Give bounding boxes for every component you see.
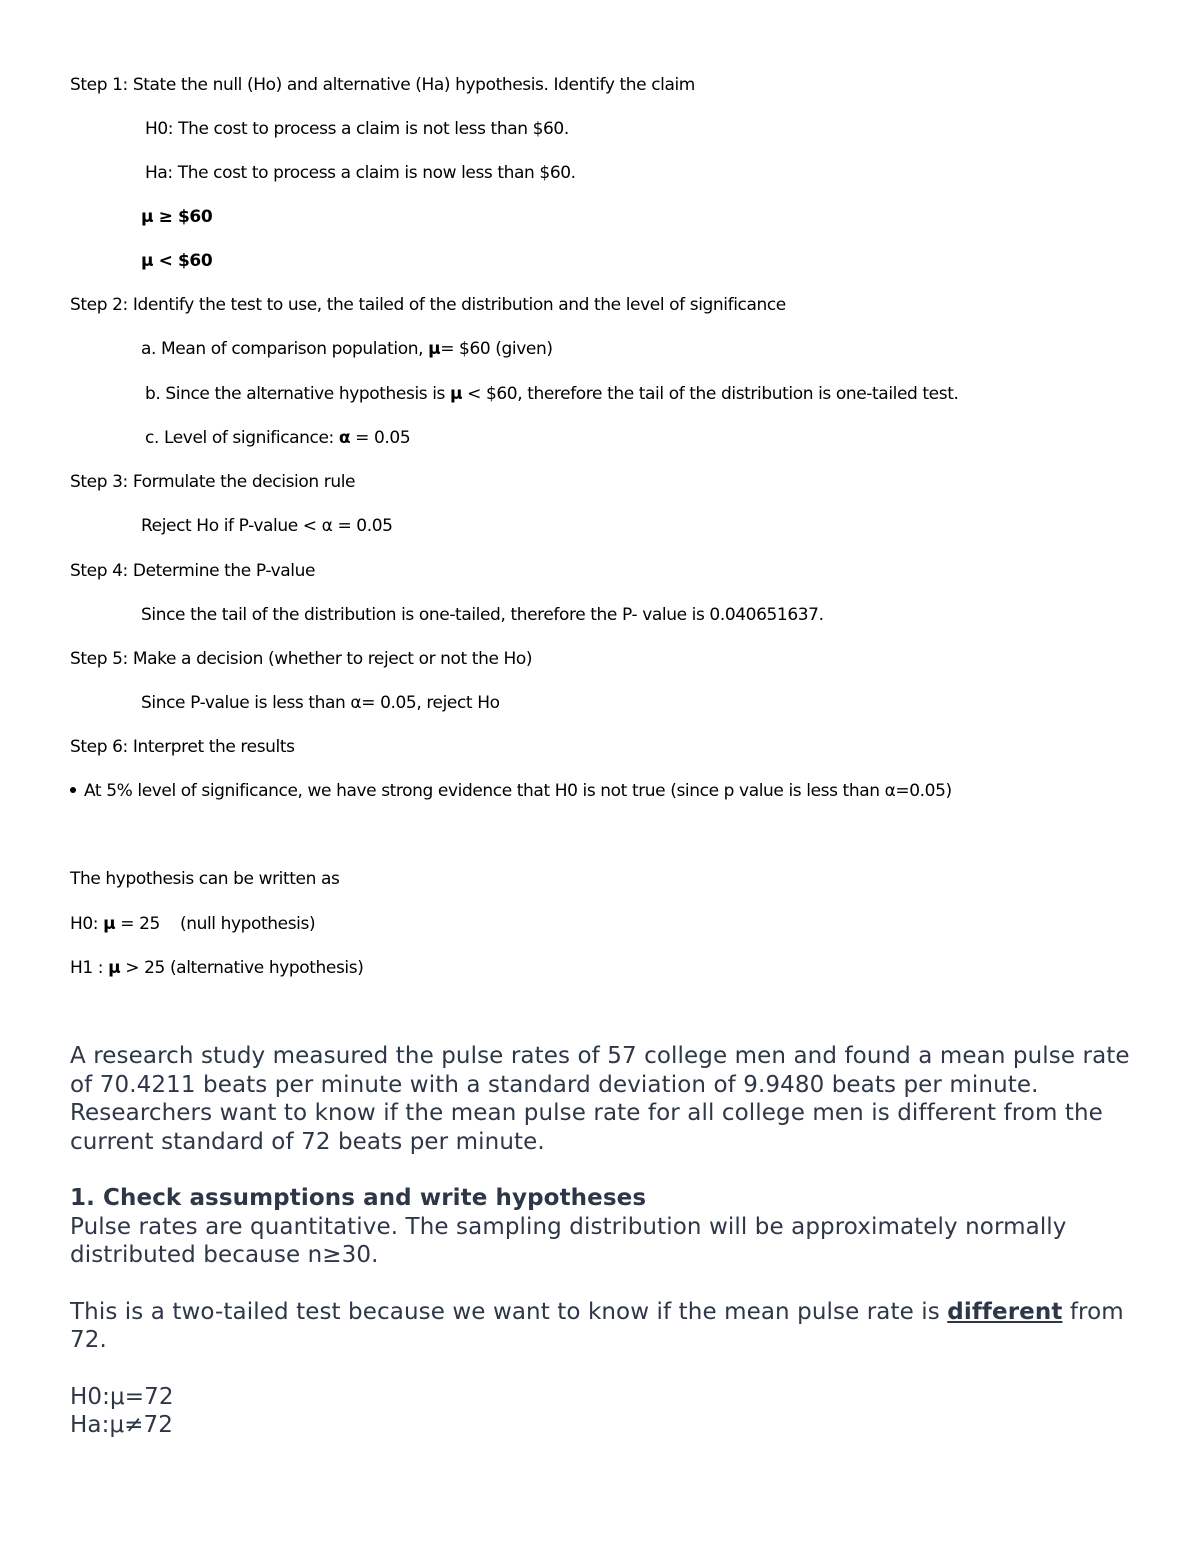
step-6-label: Step 6: <box>70 737 128 757</box>
h1-label: H1 : <box>70 958 104 978</box>
h0-label: H0: <box>70 914 99 934</box>
step-6-text: Interpret the results <box>132 737 295 757</box>
p-value-text: Since the tail of the distribution is one-tailed, therefore the P- value is 0.040651637. <box>141 605 824 625</box>
step-2-text: Identify the test to use, the tailed of the distribution and the level of significance <box>132 295 786 315</box>
mu-symbol: μ <box>428 339 441 359</box>
decision-text: Since P-value is less than α= 0.05, reject Ho <box>141 693 500 713</box>
step-1-label: Step 1: <box>70 75 128 95</box>
step-2b-rest: < $60, therefore the tail of the distribution is one-tailed test. <box>462 384 959 404</box>
step-2a-rest: = $60 (given) <box>440 339 553 359</box>
step-5-label: Step 5: <box>70 649 128 669</box>
decision-rule: Reject Ho if P-value < α = 0.05 <box>141 516 393 536</box>
step-2b-text: b. Since the alternative hypothesis is <box>145 384 451 404</box>
step-2-label: Step 2: <box>70 295 128 315</box>
final-ha: Ha:μ≠72 <box>70 1412 174 1438</box>
hypothesis-h0 <box>70 913 315 935</box>
interpretation-text: At 5% level of significance, we have strong evidence that H0 is not true (since p value is less than α=0.05) <box>84 781 952 801</box>
step-6-line <box>70 736 295 758</box>
mu-symbol: μ <box>450 384 463 404</box>
step-3-line <box>70 471 355 493</box>
section-heading: 1. Check assumptions and write hypotheses <box>70 1185 647 1211</box>
alpha-symbol: α <box>338 428 351 448</box>
h0-statement: H0: The cost to process a claim is not less than $60. <box>145 119 569 139</box>
hypothesis-h1 <box>70 957 363 979</box>
h0-rest: = 25 (null hypothesis) <box>115 914 316 934</box>
h1-rest: > 25 (alternative hypothesis) <box>120 958 364 978</box>
step-1-text: State the null (Ho) and alternative (Ha) hypothesis. Identify the claim <box>132 75 695 95</box>
two-tailed-pre: This is a two-tailed test because we want to know if the mean pulse rate is <box>70 1298 948 1325</box>
assumptions-text: Pulse rates are quantitative. The sampling distribution will be approximately normally distributed because n≥30. <box>70 1213 1067 1268</box>
mu-symbol: μ <box>108 958 121 978</box>
final-h0: H0:μ=72 <box>70 1383 174 1410</box>
step-4-label: Step 4: <box>70 561 128 581</box>
hypothesis-intro: The hypothesis can be written as <box>70 869 340 889</box>
step-2c <box>145 427 410 449</box>
step-3-text: Formulate the decision rule <box>132 472 356 492</box>
step-2-line <box>70 294 786 316</box>
step-4-line <box>70 560 315 582</box>
interpretation-bullet <box>67 780 952 802</box>
mu-lt-formula: μ < $60 <box>141 251 213 271</box>
step-4-text: Determine the P-value <box>132 561 316 581</box>
problem-paragraph: A research study measured the pulse rates of 57 college men and found a mean pulse rate of 70.4211 beats per minute with a standard deviation of 9.9480 beats per minute. Researchers want to know if the mean pulse rate for all college men is different from the current standard of 72 beats per minute. <box>70 1043 1130 1155</box>
emphasis-different: different <box>947 1298 1063 1325</box>
step-1-line <box>70 74 695 96</box>
problem-section <box>70 1042 1140 1440</box>
mu-ge-formula: μ ≥ $60 <box>141 207 213 227</box>
two-tailed-post: from 72. <box>70 1298 1124 1353</box>
step-2a-text: a. Mean of comparison population, <box>141 339 429 359</box>
step-2c-text: c. Level of significance: <box>145 428 339 448</box>
step-2a <box>141 338 553 360</box>
step-2c-rest: = 0.05 <box>350 428 411 448</box>
step-5-line <box>70 648 532 670</box>
ha-statement: Ha: The cost to process a claim is now less than $60. <box>145 163 576 183</box>
step-3-label: Step 3: <box>70 472 128 492</box>
mu-symbol: μ <box>103 914 116 934</box>
two-tailed-text <box>70 1298 1140 1355</box>
step-5-text: Make a decision (whether to reject or not the Ho) <box>132 649 533 669</box>
bullet-icon <box>70 787 76 793</box>
step-2b <box>145 383 958 405</box>
